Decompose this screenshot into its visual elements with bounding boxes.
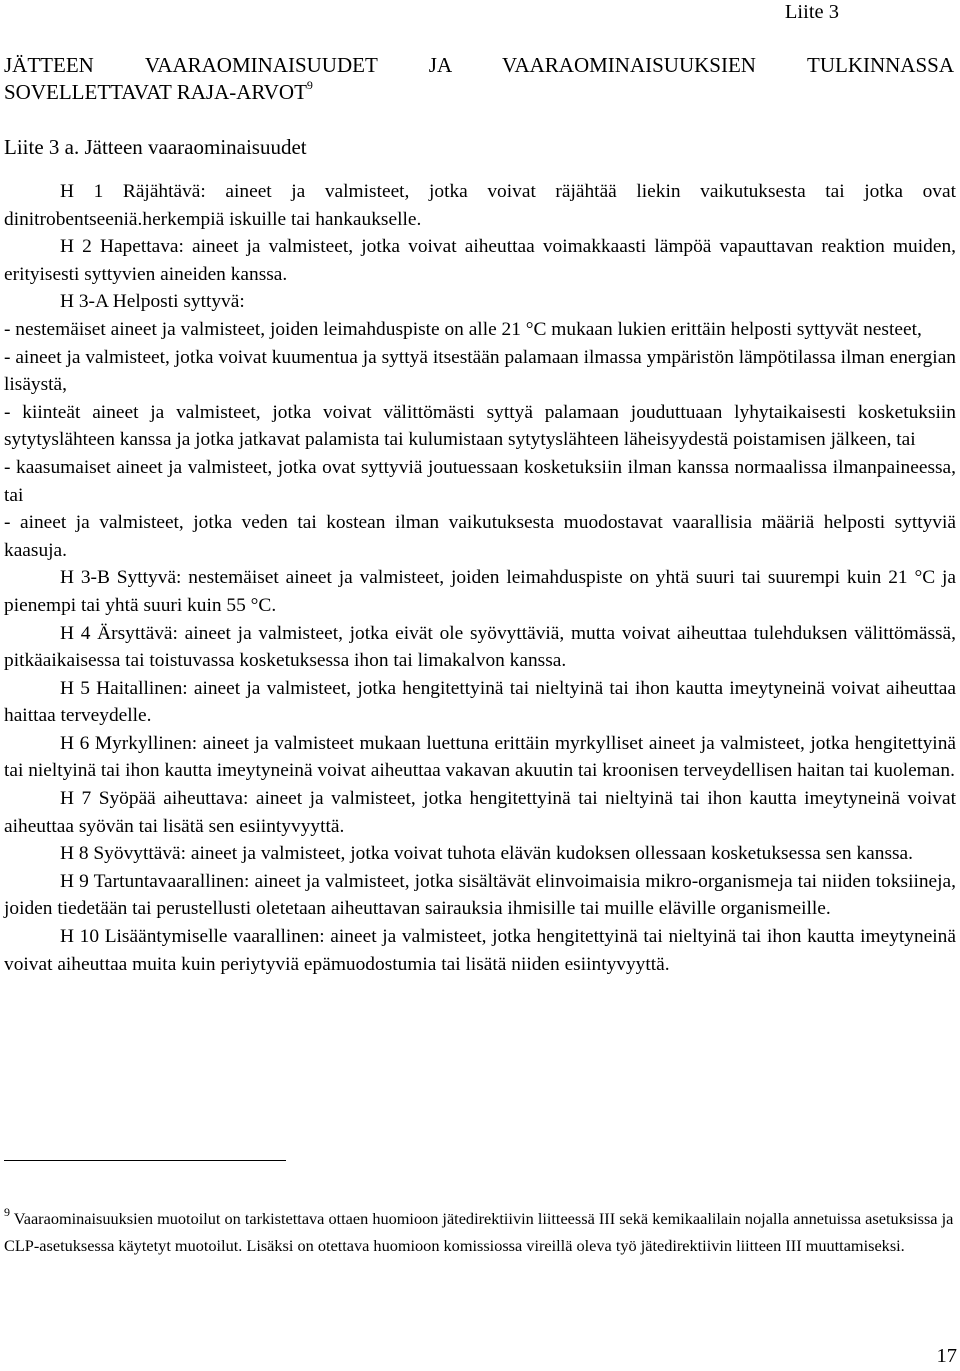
footnote (4, 1205, 954, 1259)
hazard-h3b: H 3-B Syttyvä: nestemäiset aineet ja valmisteet, joiden leimahduspiste on yhtä suuri tai suurempi kuin 21 °C ja pienempi tai yhtä suuri kuin 55 °C. (4, 567, 956, 616)
hazard-h5: H 5 Haitallinen: aineet ja valmisteet, jotka hengitettyinä tai nieltyinä tai ihon kautta imeytyneinä voivat aiheuttaa haittaa terveydelle. (4, 677, 956, 727)
hazard-h9: H 9 Tartuntavaarallinen: aineet ja valmisteet, jotka sisältävät elinvoimaisia mikro-organismeja tai niiden toksiineja, joiden tiedetään tai perustellusti oletetaan aiheuttavan sairauksia ihmisille tai muille eläville organismeille. (4, 870, 956, 920)
section-heading: Liite 3 a. Jätteen vaaraominaisuudet (4, 135, 307, 159)
title-line-1: JÄTTEEN VAARAOMINAISUUDET JA VAARAOMINAISUUKSIEN TULKINNASSA (4, 53, 954, 77)
title-footnote-ref: 9 (306, 78, 313, 92)
hazard-h10: H 10 Lisääntymiselle vaarallinen: aineet ja valmisteet, jotka hengitettyinä tai nieltyinä tai ihon kautta imeytyneinä voivat aiheuttaa muita kuin periytyviä epämuodostumia tai lisätä niiden esiintyvyyttä. (4, 926, 956, 975)
hazard-h8: H 8 Syövyttävä: aineet ja valmisteet, jotka voivat tuhota elävän kudoksen ollessaan kosketuksessa sen kanssa. (60, 843, 913, 865)
h3a-item: - kaasumaiset aineet ja valmisteet, jotka ovat syttyviä joutuessaan kosketuksiin ilman kanssa normaalissa ilmanpaineessa, tai (4, 456, 956, 506)
h3a-item: - aineet ja valmisteet, jotka veden tai kostean ilman vaikutuksesta muodostavat vaarallisia määriä helposti syttyviä kaasuja. (4, 512, 956, 561)
footnote-divider (4, 1160, 286, 1161)
hazard-h2: H 2 Hapettava: aineet ja valmisteet, jotka voivat aiheuttaa voimakkaasti lämpöä vapauttavan reaktion muiden, erityisesti syttyvien aineiden kanssa. (4, 236, 956, 285)
h3a-item: - aineet ja valmisteet, jotka voivat kuumentua ja syttyä itsestään palamaan ilmassa ympäristön lämpötilassa ilman energian lisäystä, (4, 346, 956, 396)
title-line-2-wrap (4, 79, 954, 106)
page-number: 17 (936, 1345, 957, 1367)
hazard-h7: H 7 Syöpää aiheuttava: aineet ja valmisteet, jotka hengitettyinä tai nieltyinä tai ihon kautta imeytyneinä voivat aiheuttaa syövän tai lisätä sen esiintyvyyttä. (4, 788, 956, 837)
hazard-h1: H 1 Räjähtävä: aineet ja valmisteet, jotka voivat räjähtää liekin vaikutuksesta tai jotka ovat dinitrobentseeniä.herkempiä iskuille tai hankaukselle. (4, 181, 956, 230)
hazard-h3a-heading: H 3-A Helposti syttyvä: (60, 291, 245, 313)
hazard-h6: H 6 Myrkyllinen: aineet ja valmisteet mukaan luettuna erittäin myrkylliset aineet ja valmisteet, jotka hengitettyinä tai nieltyinä tai ihon kautta imeytyneinä voivat aiheuttaa vakavan akuutin tai kroonisen terveydellisen haitan tai kuoleman. (4, 732, 956, 782)
title-line-2: SOVELLETTAVAT RAJA-ARVOT (4, 80, 307, 104)
hazard-h4: H 4 Ärsyttävä: aineet ja valmisteet, jotka eivät ole syövyttäviä, mutta voivat aiheuttaa tulehduksen välittömässä, pitkäaikaisessa tai toistuvassa kosketuksessa ihon tai limakalvon kanssa. (4, 622, 956, 672)
h3a-item: - kiinteät aineet ja valmisteet, jotka voivat välittömästi syttyä palamaan jouduttuaan lyhytaikaisesti kosketuksiin sytytyslähteen kanssa ja jotka jatkavat palamista tai kulumistaan sytytyslähteen läheisyydestä poistamisen jälkeen, tai (4, 401, 956, 451)
page-title (4, 52, 954, 106)
footnote-number: 9 (4, 1205, 10, 1219)
footnote-text: Vaaraominaisuuksien muotoilut on tarkistettava ottaen huomioon jätedirektiivin liitteessä III sekä kemikaalilain nojalla annetuissa asetuksissa ja CLP-asetuksessa käytetyt muotoilut. Lisäksi on otettava huomioon komissiossa vireillä oleva työ jätedirektiivin liitteen III muuttamiseksi. (4, 1209, 954, 1255)
h3a-item: - nestemäiset aineet ja valmisteet, joiden leimahduspiste on alle 21 °C mukaan lukien erittäin helposti syttyvät nesteet, (4, 318, 922, 340)
appendix-label: Liite 3 (784, 1, 839, 23)
hazard-list (4, 178, 956, 978)
